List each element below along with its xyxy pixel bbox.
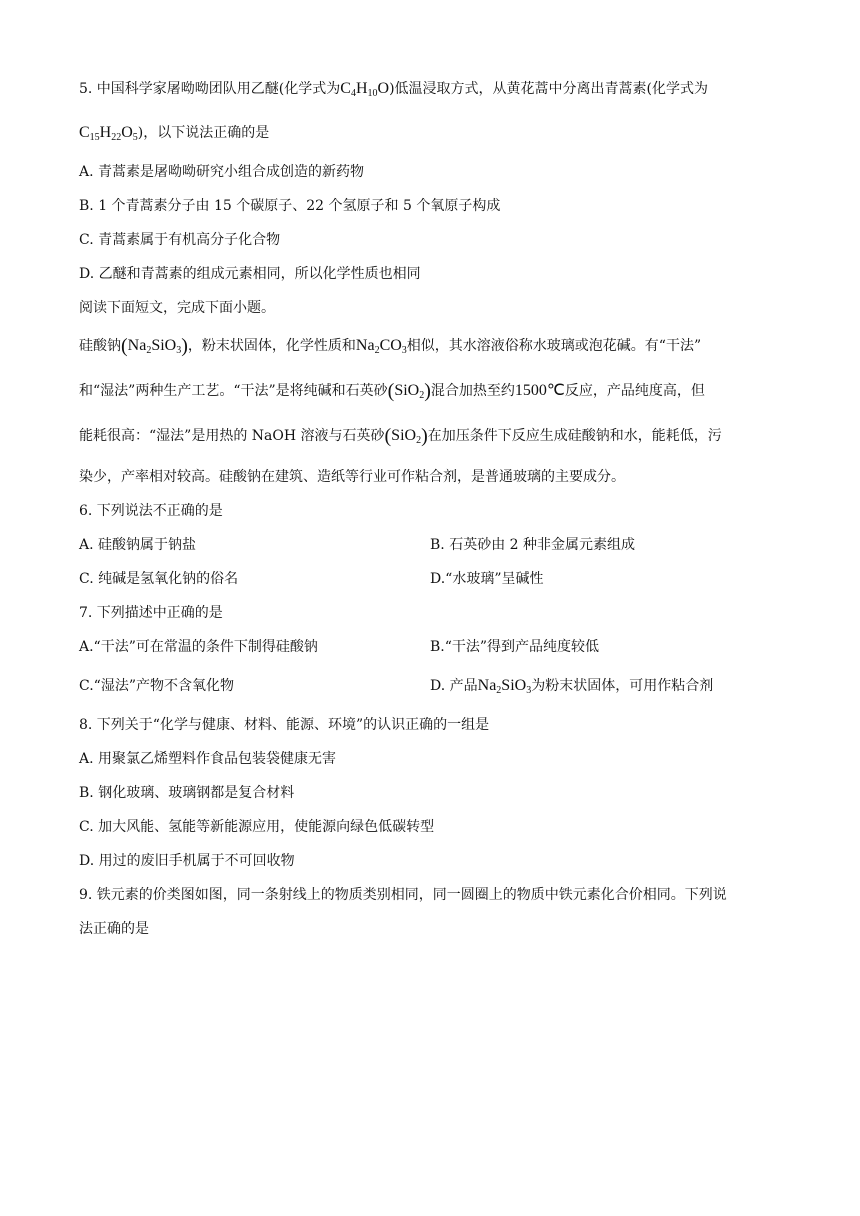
q5-stem-text-b: )低温浸取方式，从黄花蒿中分离出青蒿素(化学式为 [389, 81, 709, 97]
reading-para-line3: 能耗很高：“湿法”是用热的 NaOH 溶液与石英砂(SiO$_2$)在加压条件下反应生成硅酸钠和水，能耗低，污 [79, 425, 722, 447]
q5-option-a[interactable]: A. 青蒿素是屠呦呦研究小组合成创造的新药物 [79, 164, 365, 180]
q7-option-b[interactable]: B.“干法”得到产品纯度较低 [430, 639, 600, 655]
q6-option-d[interactable]: D.“水玻璃”呈碱性 [430, 571, 544, 587]
temperature-value: 1500℃ [514, 382, 565, 399]
artemisinin-formula: $C_{15}H_{22}O_5$ [79, 124, 138, 143]
q5-stem-line2 [79, 123, 269, 143]
na2sio3-formula-2: $Na_2SiO_3$ [477, 677, 532, 696]
q8-option-a[interactable]: A. 用聚氯乙烯塑料作食品包装袋健康无害 [79, 751, 337, 767]
sio2-formula: SiO$_2$ [394, 382, 425, 401]
q7-stem: 7. 下列描述中正确的是 [79, 605, 223, 621]
reading-para-line2: 和“湿法”两种生产工艺。“干法”是将纯碱和石英砂(SiO$_2$)混合加热至约1500℃反应，产品纯度高，但 [79, 380, 705, 402]
q6-stem: 6. 下列说法不正确的是 [79, 503, 223, 519]
q8-option-c[interactable]: C. 加大风能、氢能等新能源应用，使能源向绿色低碳转型 [79, 819, 435, 835]
q5-option-c[interactable]: C. 青蒿素属于有机高分子化合物 [79, 232, 281, 248]
reading-para-line1: 硅酸钠$(Na_2SiO_3)$，粉末状固体，化学性质和$Na_2CO_3$相似，其水溶液俗称水玻璃或泡花碱。有“干法” [79, 335, 702, 357]
q8-stem: 8. 下列关于“化学与健康、材料、能源、环境”的认识正确的一组是 [79, 717, 490, 733]
na2sio3-formula: $Na_2SiO_3$ [127, 337, 182, 356]
sio2-formula-2: SiO$_2$ [391, 427, 422, 446]
reading-para-line4: 染少，产率相对较高。硅酸钠在建筑、造纸等行业可作粘合剂，是普通玻璃的主要成分。 [79, 469, 625, 485]
q7-option-a[interactable]: A.“干法”可在常温的条件下制得硅酸钠 [79, 639, 318, 655]
q5-stem-text-a: 5. 中国科学家屠呦呦团队用乙醚(化学式为 [79, 81, 341, 97]
q7-option-c[interactable]: C.“湿法”产物不含氧化物 [79, 678, 234, 694]
na2co3-formula: $Na_2CO_3$ [355, 337, 407, 356]
q8-option-b[interactable]: B. 钢化玻璃、玻璃钢都是复合材料 [79, 785, 295, 801]
q5-stem-text-c: )，以下说法正确的是 [137, 125, 270, 141]
q8-option-d[interactable]: D. 用过的废旧手机属于不可回收物 [79, 853, 295, 869]
q5-option-b[interactable]: B. 1 个青蒿素分子由 15 个碳原子、22 个氢原子和 5 个氧原子构成 [79, 198, 501, 214]
q5-option-d[interactable]: D. 乙醚和青蒿素的组成元素相同，所以化学性质也相同 [79, 266, 421, 282]
q6-option-b[interactable]: B. 石英砂由 2 种非金属元素组成 [430, 537, 635, 553]
ether-formula: $C_4H_{10}O$ [340, 80, 390, 99]
q9-stem-line1: 9. 铁元素的价类图如图，同一条射线上的物质类别相同，同一圆圈上的物质中铁元素化合价相同。下列说 [79, 887, 727, 903]
q9-stem-line2: 法正确的是 [79, 921, 149, 937]
q7-option-d[interactable]: D. 产品$Na_2SiO_3$为粉末状固体，可用作粘合剂 [430, 677, 714, 696]
reading-intro: 阅读下面短文，完成下面小题。 [79, 300, 275, 316]
q5-stem-line1 [79, 79, 708, 99]
q6-option-c[interactable]: C. 纯碱是氢氧化钠的俗名 [79, 571, 239, 587]
q6-option-a[interactable]: A. 硅酸钠属于钠盐 [79, 537, 197, 553]
